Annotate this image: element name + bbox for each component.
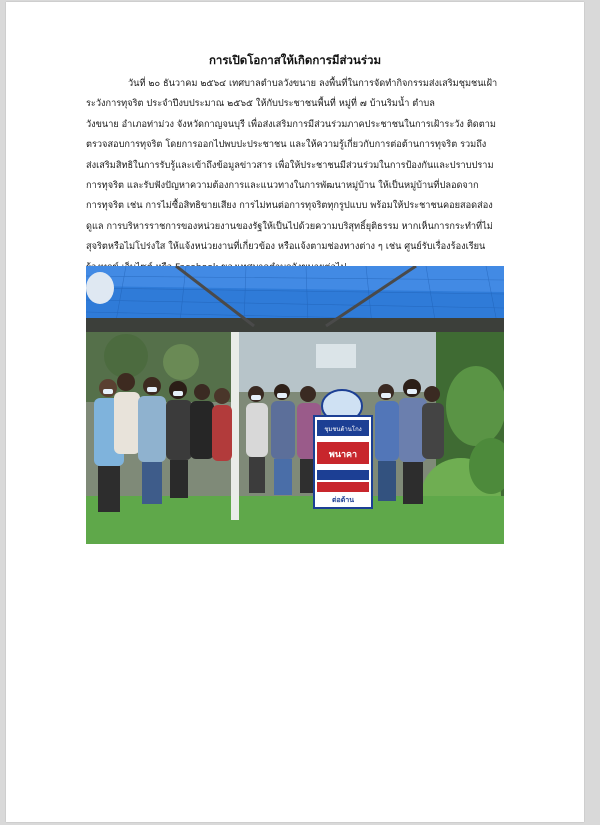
body-line: ส่งเสริมสิทธิในการรับรู้และเข้าถึงข้อมูลข่าวสาร เพื่อให้ประชาชนมีส่วนร่วมในการป้องกันและปราบปราม <box>86 159 494 171</box>
body-line: สุจริตหรือไม่โปร่งใส ให้แจ้งหน่วยงานที่เกี่ยวข้อง หรือแจ้งตามช่องทางต่าง ๆ เช่น ศูนย์รับเรื่องร้องเรียน <box>86 241 486 253</box>
body-line: วันที่ ๒๐ ธันวาคม ๒๕๖๔ เทศบาลตำบลวังขนาย ลงพื้นที่ในการจัดทำกิจกรรมส่งเสริมชุมชนเฝ้า <box>128 78 498 89</box>
support-pole <box>231 332 239 520</box>
document-title: การเปิดโอกาสให้เกิดการมีส่วนร่วม <box>208 53 382 67</box>
body-line: วังขนาย อำเภอท่าม่วง จังหวัดกาญจนบุรี เพื่อส่งเสริมการมีส่วนร่วมภาคประชาชนในการเฝ้าระวัง ติดตาม <box>86 118 496 130</box>
group-photo-illustration <box>86 266 504 544</box>
document-page <box>6 2 584 822</box>
body-line: ตรวจสอบการทุจริต โดยการออกไปพบปะประชาชน และให้ความรู้เกี่ยวกับการต่อต้านการทุจริต รวมถึง <box>86 139 487 151</box>
body-line: การทุจริต เช่น การไม่ซื้อสิทธิขายเสียง การไม่ทนต่อการทุจริตทุกรูปแบบ พร้อมให้ประชาชนคอยสอดส่อง <box>86 200 493 212</box>
banner-line-1: ชุมชนต้านโกง <box>324 426 362 433</box>
document-body <box>86 74 504 278</box>
body-line: การทุจริต และรับฟังปัญหาความต้องการและแนวทางในการพัฒนาหมู่บ้าน ให้เป็นหมู่บ้านที่ปลอดจาก <box>86 180 479 192</box>
body-line: ดูแล การบริหารราชการของหน่วยงานของรัฐให้เป็นไปด้วยความบริสุทธิ์ยุติธรรม หากเห็นการกระทำที่ไม่ <box>86 220 493 232</box>
body-line: ระวังการทุจริต ประจำปีงบประมาณ ๒๕๖๕ ให้กับประชาชนพื้นที่ หมู่ที่ ๗ บ้านริมน้ำ ตำบล <box>86 98 435 110</box>
shade-net-beam <box>86 318 504 332</box>
lantern <box>86 272 114 304</box>
banner-line-2: พนาคา <box>328 450 358 460</box>
activity-photo <box>86 266 504 544</box>
banner-line-3: ต่อต้าน <box>331 496 355 504</box>
